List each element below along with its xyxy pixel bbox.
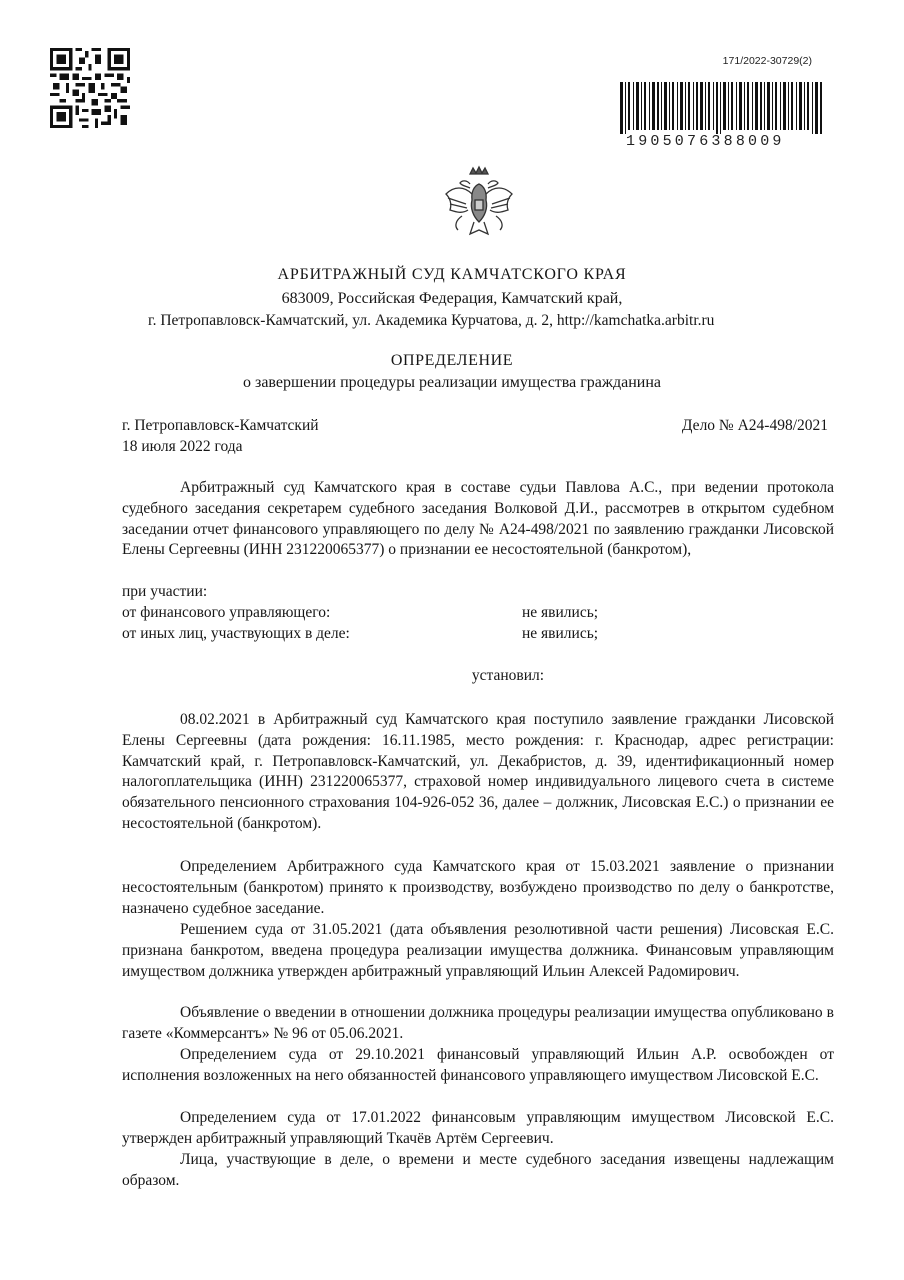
- document-number: 171/2022-30729(2): [722, 55, 812, 67]
- participant-value: не явились;: [522, 604, 599, 621]
- paragraph: [122, 1003, 834, 1045]
- participation-label: при участии:: [122, 583, 208, 600]
- city: г. Петропавловск-Камчатский: [122, 417, 319, 434]
- paragraph-text: Решением суда от 31.05.2021 (дата объявления резолютивной части решения) Лисовская Е.С. признана банкротом, введена процедура реализации имущества должника. Финансовым управляющим имуществом должника утвержден арбитражный управляющий Ильин Алексей Радомирович.: [122, 921, 834, 980]
- coat-of-arms-emblem: [440, 164, 518, 248]
- established-heading: установил:: [471, 667, 545, 684]
- date: 18 июля 2022 года: [122, 438, 243, 455]
- paragraph-text: Определением Арбитражного суда Камчатского края от 15.03.2021 заявление о признании несостоятельным (банкротом) принято к производству, возбуждено производство по делу о банкротстве, назначено судебное заседание.: [122, 858, 834, 917]
- intro-text: Арбитражный суд Камчатского края в составе судьи Павлова А.С., при ведении протокола судебного заседания секретарем судебного заседания Волковой Д.И., рассмотрев в открытом судебном заседании отчет финансового управляющего по делу № А24-498/2021 по заявлению гражданки Лисовской Елены Сергеевны (ИНН 231220065377) о признании ее несостоятельной (банкротом),: [122, 479, 834, 559]
- court-address-line1: 683009, Российская Федерация, Камчатский край,: [281, 290, 623, 307]
- court-address-line2: г. Петропавловск-Камчатский, ул. Академика Курчатова, д. 2, http://kamchatka.arbitr.ru: [148, 312, 715, 329]
- participant-label: от иных лиц, участвующих в деле:: [122, 625, 350, 642]
- court-name: АРБИТРАЖНЫЙ СУД КАМЧАТСКОГО КРАЯ: [277, 266, 627, 283]
- paragraph: [122, 1150, 834, 1192]
- paragraph: [122, 920, 834, 982]
- paragraph-text: Определением суда от 17.01.2022 финансовым управляющим имуществом Лисовской Е.С. утвержден арбитражный управляющий Ткачёв Артём Сергеевич.: [122, 1109, 834, 1147]
- paragraph: [122, 1045, 834, 1087]
- paragraph-text: Объявление о введении в отношении должника процедуры реализации имущества опубликовано в газете «Коммерсантъ» № 96 от 05.06.2021.: [122, 1004, 834, 1042]
- paragraph: [122, 710, 834, 835]
- document-subtitle: о завершении процедуры реализации имущества гражданина: [243, 374, 661, 391]
- case-number: Дело № А24-498/2021: [681, 417, 828, 434]
- paragraph: [122, 857, 834, 919]
- qr-code: [50, 48, 130, 128]
- paragraph-text: Определением суда от 29.10.2021 финансовый управляющий Ильин А.Р. освобожден от исполнения возложенных на него обязанностей финансового управляющего имуществом Лисовской Е.С.: [122, 1046, 834, 1084]
- barcode: [620, 82, 825, 134]
- paragraph-text: 08.02.2021 в Арбитражный суд Камчатского края поступило заявление гражданки Лисовской Елены Сергеевны (дата рождения: 16.11.1985, место рождения: г. Краснодар, адрес регистрации: Камчатский край, г. Петропавловск-Камчатский, ул. Декабристов, д. 39, идентификационный номер налогоплательщика (ИНН) 231220065377, страховой номер индивидуального лицевого счета в системе обязательного пенсионного страхования 104-926-052 36, далее – должник, Лисовская Е.С.) о признании ее несостоятельной (банкротом).: [122, 711, 834, 832]
- participant-value: не явились;: [522, 625, 599, 642]
- document-title: ОПРЕДЕЛЕНИЕ: [390, 352, 514, 369]
- barcode-digits: 1905076388009: [626, 133, 785, 150]
- participant-label: от финансового управляющего:: [122, 604, 331, 621]
- intro-paragraph: [122, 478, 834, 561]
- paragraph: [122, 1108, 834, 1150]
- paragraph-text: Лица, участвующие в деле, о времени и месте судебного заседания извещены надлежащим образом.: [122, 1151, 834, 1189]
